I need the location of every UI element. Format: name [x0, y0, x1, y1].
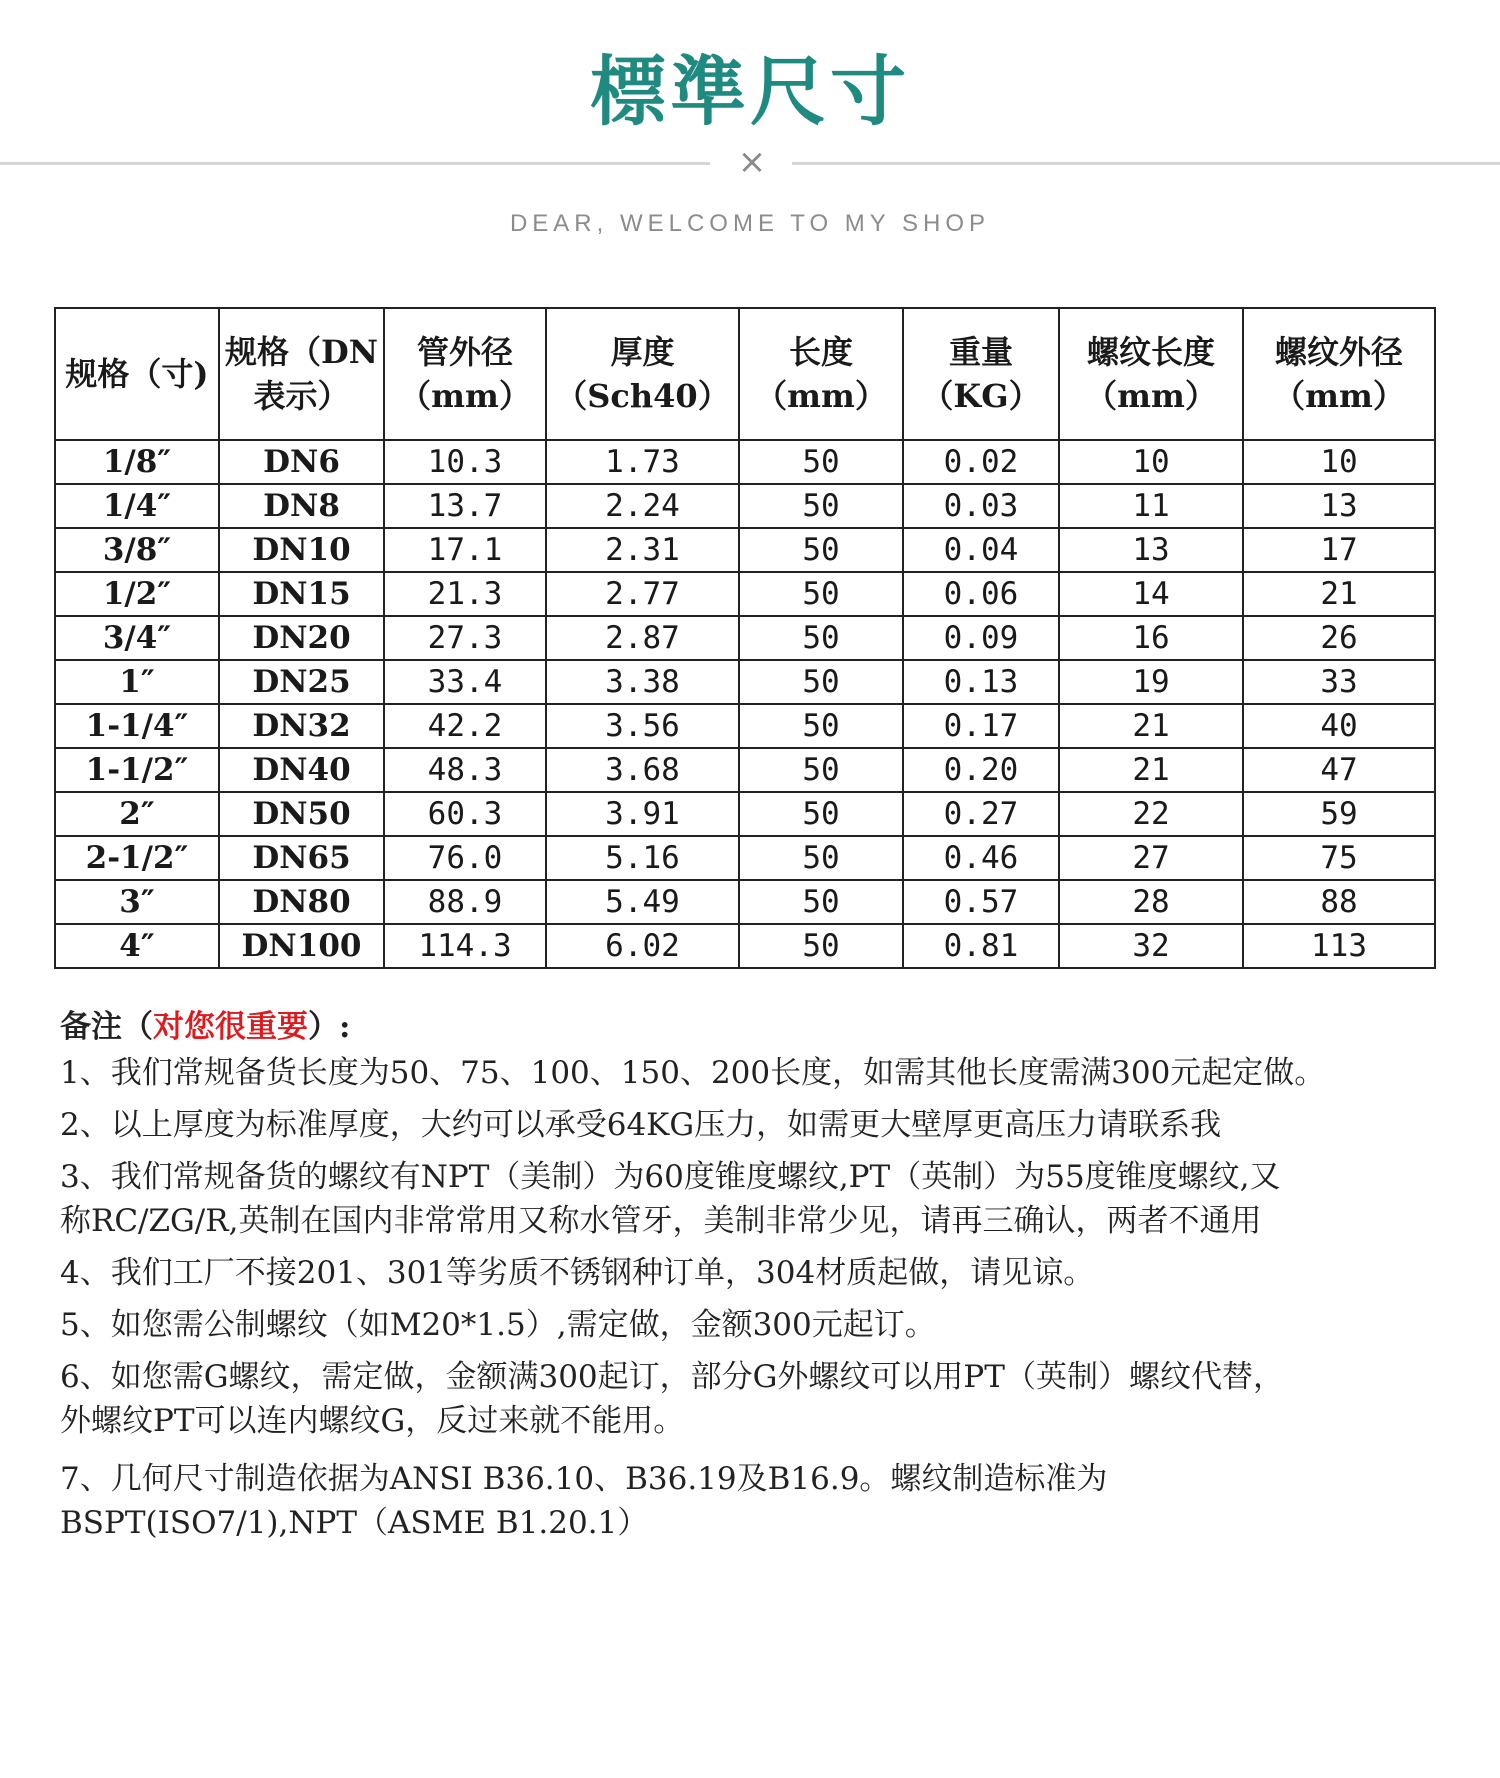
table-row [55, 616, 1435, 660]
table-row [55, 572, 1435, 616]
weight-cell: 0.04 [903, 528, 1059, 572]
thickness-cell: 1.73 [546, 440, 739, 484]
column-header [739, 308, 903, 440]
thickness-cell: 2.31 [546, 528, 739, 572]
thread-diameter-cell: 26 [1243, 616, 1435, 660]
thread-length-cell: 32 [1059, 924, 1243, 968]
length-cell: 50 [739, 616, 903, 660]
size-inch-cell: 4″ [55, 924, 219, 968]
thread-length-cell: 21 [1059, 704, 1243, 748]
outer-diameter-cell: 60.3 [384, 792, 546, 836]
length-cell: 50 [739, 528, 903, 572]
note-line: 称RC/ZG/R,英制在国内非常常用又称水管牙，美制非常少见，请再三确认，两者不通用 [60, 1203, 1262, 1239]
outer-diameter-cell: 10.3 [384, 440, 546, 484]
column-header-line: 厚度 [610, 333, 675, 371]
close-mark-icon: × [737, 142, 767, 182]
note-item [60, 1303, 1480, 1347]
dn-cell: DN32 [219, 704, 384, 748]
thread-diameter-cell: 88 [1243, 880, 1435, 924]
weight-cell: 0.20 [903, 748, 1059, 792]
outer-diameter-cell: 76.0 [384, 836, 546, 880]
column-header [903, 308, 1059, 440]
thread-length-cell: 28 [1059, 880, 1243, 924]
thickness-cell: 2.77 [546, 572, 739, 616]
thickness-cell: 6.02 [546, 924, 739, 968]
length-cell: 50 [739, 572, 903, 616]
weight-cell: 0.46 [903, 836, 1059, 880]
thickness-cell: 2.24 [546, 484, 739, 528]
dn-cell: DN40 [219, 748, 384, 792]
table-row [55, 660, 1435, 704]
table-row [55, 748, 1435, 792]
column-header [219, 308, 384, 440]
weight-cell: 0.57 [903, 880, 1059, 924]
note-item [60, 1457, 1480, 1545]
outer-diameter-cell: 33.4 [384, 660, 546, 704]
column-header [546, 308, 739, 440]
dn-cell: DN65 [219, 836, 384, 880]
column-header-line: （mm） [1273, 377, 1405, 415]
column-header-line: 管外径 [416, 333, 513, 371]
size-inch-cell: 1-1/4″ [55, 704, 219, 748]
thickness-cell: 5.16 [546, 836, 739, 880]
thread-diameter-cell: 113 [1243, 924, 1435, 968]
thickness-cell: 5.49 [546, 880, 739, 924]
spec-table [54, 307, 1436, 969]
notes-heading [60, 1003, 1480, 1051]
dn-cell: DN10 [219, 528, 384, 572]
notes-heading-emphasis: 对您很重要 [153, 1009, 308, 1045]
thickness-cell: 3.91 [546, 792, 739, 836]
note-line: 6、如您需G螺纹，需定做，金额满300起订，部分G外螺纹可以用PT（英制）螺纹代替， [60, 1359, 1284, 1395]
thickness-cell: 3.38 [546, 660, 739, 704]
length-cell: 50 [739, 924, 903, 968]
outer-diameter-cell: 114.3 [384, 924, 546, 968]
length-cell: 50 [739, 660, 903, 704]
thread-diameter-cell: 21 [1243, 572, 1435, 616]
notes-section [60, 1003, 1480, 1553]
table-row [55, 792, 1435, 836]
dn-cell: DN20 [219, 616, 384, 660]
weight-cell: 0.13 [903, 660, 1059, 704]
note-line: 1、我们常规备货长度为50、75、100、150、200长度，如需其他长度需满300元起定做。 [60, 1055, 1326, 1091]
note-line: 4、我们工厂不接201、301等劣质不锈钢种订单，304材质起做，请见谅。 [60, 1255, 1095, 1291]
outer-diameter-cell: 88.9 [384, 880, 546, 924]
table-row [55, 528, 1435, 572]
outer-diameter-cell: 48.3 [384, 748, 546, 792]
size-inch-cell: 1″ [55, 660, 219, 704]
length-cell: 50 [739, 748, 903, 792]
note-item [60, 1103, 1480, 1147]
thread-diameter-cell: 10 [1243, 440, 1435, 484]
outer-diameter-cell: 42.2 [384, 704, 546, 748]
weight-cell: 0.27 [903, 792, 1059, 836]
column-header-line: 表示） [253, 377, 350, 415]
column-header-line: （mm） [399, 377, 531, 415]
table-row [55, 484, 1435, 528]
column-header-line: 规格（寸) [65, 355, 209, 393]
divider-line-left [0, 162, 710, 165]
dn-cell: DN6 [219, 440, 384, 484]
shop-welcome-subtitle: DEAR, WELCOME TO MY SHOP [509, 210, 991, 237]
size-inch-cell: 3″ [55, 880, 219, 924]
thread-diameter-cell: 47 [1243, 748, 1435, 792]
table-row [55, 440, 1435, 484]
weight-cell: 0.09 [903, 616, 1059, 660]
thread-length-cell: 27 [1059, 836, 1243, 880]
column-header-line: 螺纹长度 [1086, 333, 1215, 371]
thread-length-cell: 11 [1059, 484, 1243, 528]
thread-length-cell: 22 [1059, 792, 1243, 836]
size-inch-cell: 1-1/2″ [55, 748, 219, 792]
table-body [55, 440, 1435, 968]
outer-diameter-cell: 21.3 [384, 572, 546, 616]
dn-cell: DN15 [219, 572, 384, 616]
thread-length-cell: 21 [1059, 748, 1243, 792]
table-header-row [55, 308, 1435, 440]
dn-cell: DN25 [219, 660, 384, 704]
length-cell: 50 [739, 836, 903, 880]
table-row [55, 880, 1435, 924]
note-line: 外螺纹PT可以连内螺纹G，反过来就不能用。 [60, 1403, 685, 1439]
note-item [60, 1355, 1480, 1443]
thickness-cell: 3.68 [546, 748, 739, 792]
column-header-line: （Sch40） [555, 377, 730, 415]
weight-cell: 0.81 [903, 924, 1059, 968]
table-row [55, 704, 1435, 748]
column-header-line: （mm） [1085, 377, 1217, 415]
dn-cell: DN100 [219, 924, 384, 968]
dn-cell: DN80 [219, 880, 384, 924]
size-inch-cell: 2″ [55, 792, 219, 836]
thread-length-cell: 14 [1059, 572, 1243, 616]
notes-heading-suffix: ）: [308, 1009, 351, 1045]
weight-cell: 0.03 [903, 484, 1059, 528]
dn-cell: DN8 [219, 484, 384, 528]
column-header-line: 规格（DN [224, 333, 378, 371]
thread-diameter-cell: 17 [1243, 528, 1435, 572]
thread-diameter-cell: 13 [1243, 484, 1435, 528]
note-line: 5、如您需公制螺纹（如M20*1.5）,需定做，金额300元起订。 [60, 1307, 936, 1343]
notes-list [60, 1051, 1480, 1545]
size-inch-cell: 1/8″ [55, 440, 219, 484]
note-line: 2、以上厚度为标准厚度，大约可以承受64KG压力，如需更大壁厚更高压力请联系我 [60, 1107, 1222, 1143]
note-line: 7、几何尺寸制造依据为ANSI B36.10、B36.19及B16.9。螺纹制造标准为 [60, 1461, 1108, 1497]
outer-diameter-cell: 17.1 [384, 528, 546, 572]
thickness-cell: 3.56 [546, 704, 739, 748]
outer-diameter-cell: 13.7 [384, 484, 546, 528]
thread-diameter-cell: 59 [1243, 792, 1435, 836]
column-header-line: （KG） [921, 377, 1041, 415]
thread-diameter-cell: 33 [1243, 660, 1435, 704]
weight-cell: 0.06 [903, 572, 1059, 616]
thread-length-cell: 10 [1059, 440, 1243, 484]
note-item [60, 1155, 1480, 1243]
size-inch-cell: 1/2″ [55, 572, 219, 616]
note-line: 3、我们常规备货的螺纹有NPT（美制）为60度锥度螺纹,PT（英制）为55度锥度螺纹,又 [60, 1159, 1281, 1195]
length-cell: 50 [739, 792, 903, 836]
thread-diameter-cell: 40 [1243, 704, 1435, 748]
length-cell: 50 [739, 880, 903, 924]
thread-length-cell: 13 [1059, 528, 1243, 572]
thread-diameter-cell: 75 [1243, 836, 1435, 880]
size-inch-cell: 2-1/2″ [55, 836, 219, 880]
column-header [55, 308, 219, 440]
length-cell: 50 [739, 704, 903, 748]
table-row [55, 836, 1435, 880]
length-cell: 50 [739, 484, 903, 528]
thread-length-cell: 16 [1059, 616, 1243, 660]
notes-heading-prefix: 备注（ [60, 1009, 153, 1045]
column-header-line: 重量 [948, 333, 1013, 371]
length-cell: 50 [739, 440, 903, 484]
outer-diameter-cell: 27.3 [384, 616, 546, 660]
note-item [60, 1251, 1480, 1295]
column-header-line: 长度 [788, 333, 853, 371]
thread-length-cell: 19 [1059, 660, 1243, 704]
size-inch-cell: 1/4″ [55, 484, 219, 528]
size-inch-cell: 3/4″ [55, 616, 219, 660]
weight-cell: 0.02 [903, 440, 1059, 484]
divider-line-right [792, 162, 1500, 165]
column-header-line: （mm） [755, 377, 887, 415]
note-item [60, 1051, 1480, 1095]
thickness-cell: 2.87 [546, 616, 739, 660]
size-inch-cell: 3/8″ [55, 528, 219, 572]
column-header [1059, 308, 1243, 440]
column-header-line: 螺纹外径 [1274, 333, 1403, 371]
table-row [55, 924, 1435, 968]
column-header [1243, 308, 1435, 440]
column-header [384, 308, 546, 440]
weight-cell: 0.17 [903, 704, 1059, 748]
dn-cell: DN50 [219, 792, 384, 836]
note-line: BSPT(ISO7/1),NPT（ASME B1.20.1） [60, 1505, 649, 1541]
page-title: 標準尺寸 [590, 47, 910, 136]
